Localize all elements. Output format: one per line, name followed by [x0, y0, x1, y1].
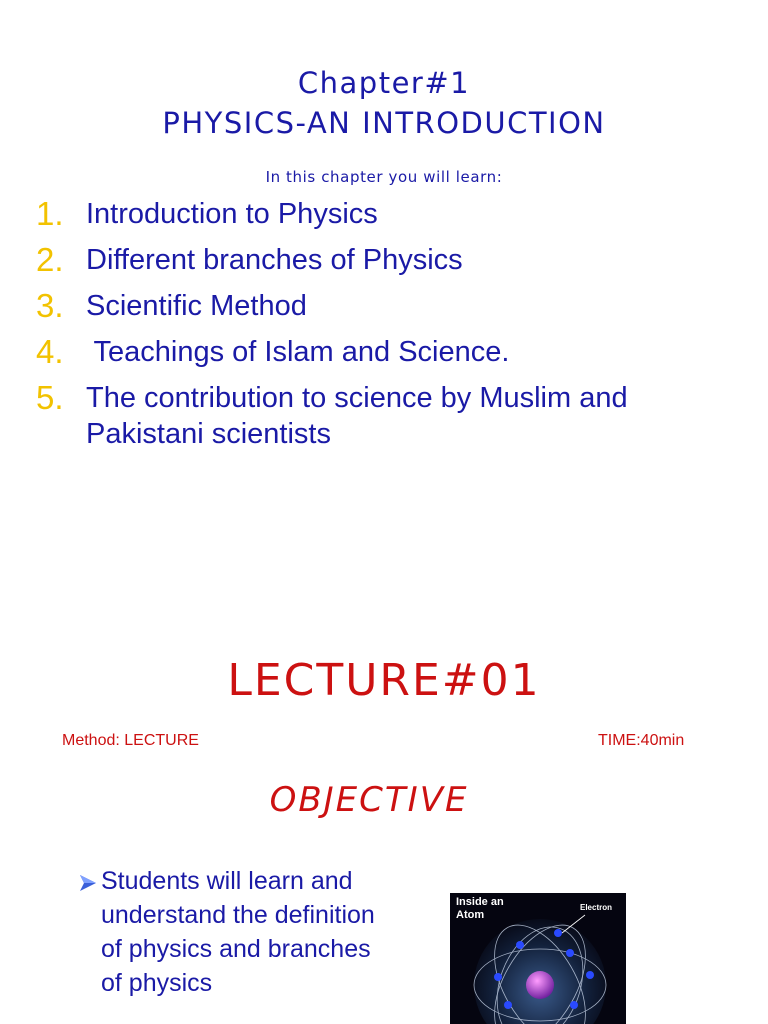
- list-item-text: Teachings of Islam and Science.: [86, 336, 510, 368]
- electron-label: Electron: [580, 903, 613, 912]
- list-item: [36, 334, 736, 370]
- time-label: TIME:40min: [598, 732, 685, 749]
- intro-text: In this chapter you will learn:: [265, 168, 503, 186]
- list-item-text: Scientific Method: [86, 290, 307, 322]
- list-number: 4.: [36, 333, 64, 370]
- method-label: Method: LECTURE: [62, 732, 199, 749]
- chapter-number: Chapter#1: [297, 66, 471, 100]
- chapter-title: PHYSICS-AN INTRODUCTION: [162, 106, 606, 140]
- list-number: 1.: [36, 195, 64, 232]
- topic-list: [36, 196, 736, 462]
- arrow-bullet-icon: [78, 868, 98, 902]
- list-item: [36, 196, 736, 232]
- objective-text: Students will learn and understand the definition of physics and branches of physics: [101, 867, 375, 997]
- list-item: [36, 380, 736, 452]
- atom-title-line1: Inside an: [456, 896, 504, 908]
- objective-heading: OBJECTIVE: [269, 780, 469, 820]
- atom-illustration: [450, 893, 626, 1024]
- list-item-text: Different branches of Physics: [86, 244, 463, 276]
- list-number: 2.: [36, 241, 64, 278]
- list-item: [36, 242, 736, 278]
- list-item-text: Introduction to Physics: [86, 198, 378, 230]
- list-number: 5.: [36, 379, 64, 416]
- objective-bullet: [78, 864, 378, 1000]
- list-item-text: The contribution to science by Muslim and Pakistani scientists: [86, 382, 628, 450]
- atom-title-line2: Atom: [456, 909, 485, 921]
- lecture-title: LECTURE#01: [227, 655, 541, 706]
- list-number: 3.: [36, 287, 64, 324]
- list-item: [36, 288, 736, 324]
